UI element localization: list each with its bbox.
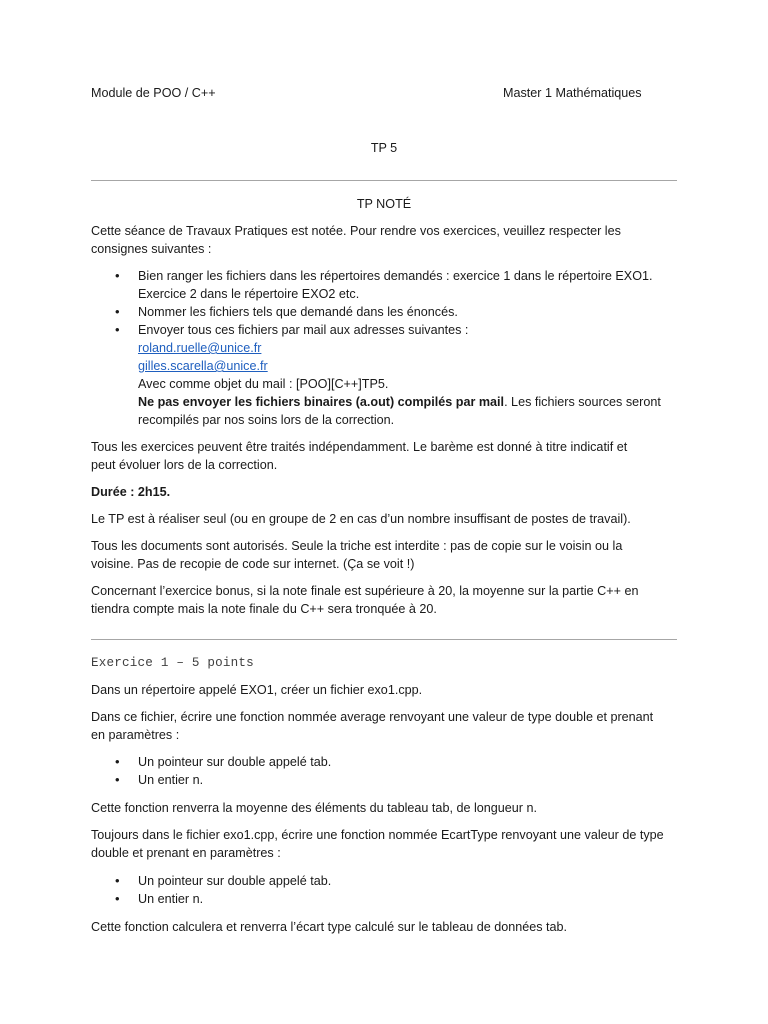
paragraph-line: en paramètres : (91, 728, 180, 742)
list-item (91, 267, 677, 303)
paragraph-line: peut évoluer lors de la correction. (91, 458, 278, 472)
email-link-ruelle[interactable]: roland.ruelle@unice.fr (138, 341, 262, 355)
list-item (91, 771, 677, 789)
tp-note-title: TP NOTÉ (356, 197, 412, 211)
intro-line: consignes suivantes : (91, 242, 212, 256)
ecarttype-return-paragraph: Cette fonction calculera et renverra l’écart type calculé sur le tableau de données tab. (91, 920, 568, 934)
tp-number: TP 5 (370, 141, 398, 155)
bonus-paragraph (91, 582, 677, 618)
program-label: Master 1 Mathématiques (503, 86, 642, 100)
instruction-text: Envoyer tous ces fichiers par mail aux adresses suivantes : (138, 323, 469, 337)
binary-warning-line2: recompilés par nos soins lors de la correction. (138, 413, 395, 427)
divider-top (91, 180, 677, 181)
solo-paragraph: Le TP est à réaliser seul (ou en groupe de 2 en cas d’un nombre insuffisant de postes de travail). (91, 512, 631, 526)
email-link-scarella[interactable]: gilles.scarella@unice.fr (138, 359, 268, 373)
intro-line: Cette séance de Travaux Pratiques est notée. Pour rendre vos exercices, veuillez respecter les (91, 224, 621, 238)
binary-warning (138, 393, 677, 411)
paragraph-line: Dans ce fichier, écrire une fonction nommée average renvoyant une valeur de type double et prenant (91, 710, 654, 724)
ecarttype-params-list (91, 872, 677, 908)
list-item (91, 872, 677, 890)
paragraph-line: Tous les exercices peuvent être traités indépendamment. Le barème est donné à titre indicatif et (91, 440, 628, 454)
bullet-icon: • (115, 304, 120, 319)
intro-paragraph (91, 222, 677, 258)
instruction-text: Nommer les fichiers tels que demandé dans les énoncés. (138, 305, 458, 319)
param-text: Un pointeur sur double appelé tab. (138, 755, 332, 769)
list-item (91, 321, 677, 429)
exercise-1-intro: Dans un répertoire appelé EXO1, créer un fichier exo1.cpp. (91, 683, 423, 697)
paragraph-line: tiendra compte mais la note finale du C++ sera tronquée à 20. (91, 602, 437, 616)
mail-subject-text: Avec comme objet du mail : [POO][C++]TP5. (138, 377, 389, 391)
param-text: Un pointeur sur double appelé tab. (138, 874, 332, 888)
module-label: Module de POO / C++ (91, 86, 216, 100)
page-header (91, 86, 677, 104)
list-item (91, 753, 677, 771)
instruction-text: Bien ranger les fichiers dans les répertoires demandés : exercice 1 dans le répertoire EXO1. (138, 269, 653, 283)
instruction-text: Exercice 2 dans le répertoire EXO2 etc. (138, 287, 360, 301)
paragraph-line: voisine. Pas de recopie de code sur internet. (Ça se voit !) (91, 557, 415, 571)
paragraph-line: Toujours dans le fichier exo1.cpp, écrire une fonction nommée EcartType renvoyant une valeur de type (91, 828, 664, 842)
paragraph-line: double et prenant en paramètres : (91, 846, 281, 860)
ecarttype-function-paragraph (91, 826, 677, 862)
divider-exercise (91, 639, 677, 640)
bullet-icon: • (115, 891, 120, 906)
bullet-icon: • (115, 754, 120, 769)
paragraph-line: Tous les documents sont autorisés. Seule la triche est interdite : pas de copie sur le voisin ou la (91, 539, 623, 553)
binary-warning-bold: Ne pas envoyer les fichiers binaires (a.out) compilés par mail (138, 395, 505, 409)
bullet-icon: • (115, 268, 120, 283)
paragraph-line: Concernant l’exercice bonus, si la note finale est supérieure à 20, la moyenne sur la partie C++ en (91, 584, 639, 598)
average-return-paragraph: Cette fonction renverra la moyenne des éléments du tableau tab, de longueur n. (91, 801, 537, 815)
param-text: Un entier n. (138, 892, 204, 906)
grading-paragraph (91, 438, 677, 474)
instructions-list (91, 267, 677, 429)
binary-warning-rest: . Les fichiers sources seront (504, 395, 661, 409)
list-item (91, 303, 677, 321)
bullet-icon: • (115, 322, 120, 337)
documents-paragraph (91, 537, 677, 573)
average-function-paragraph (91, 708, 677, 744)
list-item (91, 890, 677, 908)
exercise-1-title: Exercice 1 – 5 points (91, 656, 254, 670)
bullet-icon: • (115, 873, 120, 888)
duration-text: Durée : 2h15. (91, 485, 171, 499)
average-params-list (91, 753, 677, 789)
bullet-icon: • (115, 772, 120, 787)
param-text: Un entier n. (138, 773, 204, 787)
